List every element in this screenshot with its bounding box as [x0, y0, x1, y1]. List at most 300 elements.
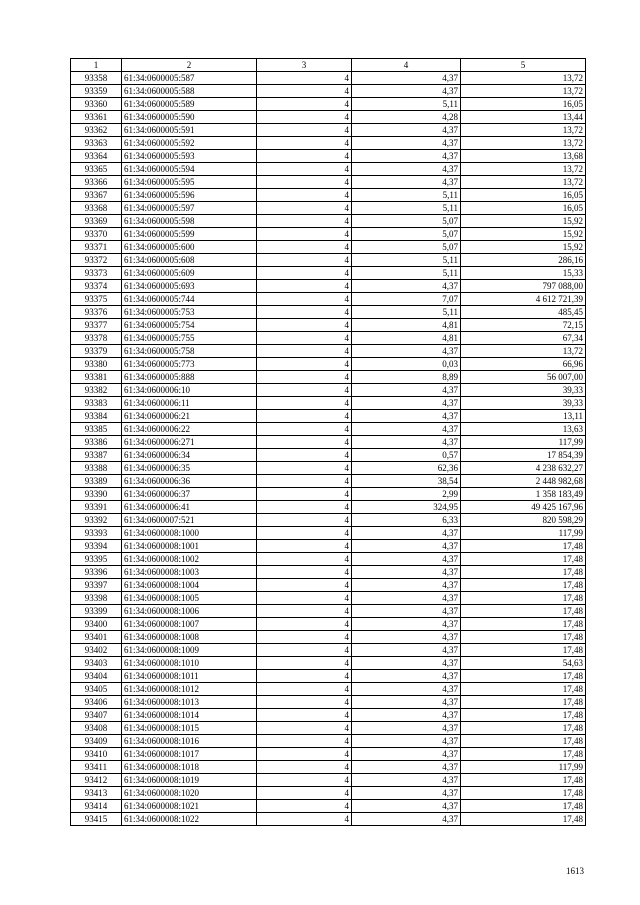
- table-row: [71, 449, 586, 462]
- table-row: [71, 501, 586, 514]
- header-col-2: 2: [122, 59, 257, 72]
- col-5-cell: 2 448 982,68: [461, 475, 586, 488]
- col-4-cell: 4,37: [352, 605, 461, 618]
- table-row: [71, 163, 586, 176]
- col-3-cell: 4: [257, 449, 352, 462]
- table-row: [71, 696, 586, 709]
- table-row: [71, 462, 586, 475]
- col-3-cell: 4: [257, 527, 352, 540]
- col-4-cell: 4,37: [352, 566, 461, 579]
- table-row: [71, 761, 586, 774]
- col-4-cell: 4,37: [352, 774, 461, 787]
- col-3-cell: 4: [257, 163, 352, 176]
- col-3-cell: 4: [257, 579, 352, 592]
- row-number-cell: 93399: [71, 605, 122, 618]
- col-4-cell: 4,37: [352, 592, 461, 605]
- col-4-cell: 4,37: [352, 618, 461, 631]
- col-5-cell: 39,33: [461, 397, 586, 410]
- cadastral-number-cell: 61:34:0600005:744: [122, 293, 257, 306]
- row-number-cell: 93401: [71, 631, 122, 644]
- cadastral-number-cell: 61:34:0600008:1002: [122, 553, 257, 566]
- table-row: [71, 319, 586, 332]
- col-4-cell: 2,99: [352, 488, 461, 501]
- cadastral-number-cell: 61:34:0600006:36: [122, 475, 257, 488]
- col-3-cell: 4: [257, 631, 352, 644]
- table-row: [71, 410, 586, 423]
- table-row: [71, 371, 586, 384]
- row-number-cell: 93406: [71, 696, 122, 709]
- row-number-cell: 93413: [71, 787, 122, 800]
- col-5-cell: 17,48: [461, 800, 586, 813]
- row-number-cell: 93371: [71, 241, 122, 254]
- row-number-cell: 93362: [71, 124, 122, 137]
- col-5-cell: 485,45: [461, 306, 586, 319]
- col-3-cell: 4: [257, 202, 352, 215]
- cadastral-number-cell: 61:34:0600006:37: [122, 488, 257, 501]
- col-3-cell: 4: [257, 111, 352, 124]
- row-number-cell: 93390: [71, 488, 122, 501]
- table-row: [71, 566, 586, 579]
- cadastral-number-cell: 61:34:0600005:773: [122, 358, 257, 371]
- cadastral-number-cell: 61:34:0600006:10: [122, 384, 257, 397]
- cadastral-number-cell: 61:34:0600005:596: [122, 189, 257, 202]
- row-number-cell: 93378: [71, 332, 122, 345]
- col-5-cell: 13,72: [461, 176, 586, 189]
- row-number-cell: 93392: [71, 514, 122, 527]
- col-5-cell: 39,33: [461, 384, 586, 397]
- col-4-cell: 7,07: [352, 293, 461, 306]
- col-5-cell: 17,48: [461, 631, 586, 644]
- table-row: [71, 241, 586, 254]
- row-number-cell: 93395: [71, 553, 122, 566]
- col-4-cell: 4,37: [352, 527, 461, 540]
- cadastral-number-cell: 61:34:0600008:1015: [122, 722, 257, 735]
- cadastral-number-cell: 61:34:0600006:35: [122, 462, 257, 475]
- col-4-cell: 5,11: [352, 254, 461, 267]
- row-number-cell: 93414: [71, 800, 122, 813]
- table-row: [71, 618, 586, 631]
- table-row: [71, 813, 586, 826]
- col-3-cell: 4: [257, 293, 352, 306]
- row-number-cell: 93360: [71, 98, 122, 111]
- row-number-cell: 93372: [71, 254, 122, 267]
- col-3-cell: 4: [257, 618, 352, 631]
- table-row: [71, 631, 586, 644]
- col-3-cell: 4: [257, 241, 352, 254]
- table-row: [71, 202, 586, 215]
- row-number-cell: 93389: [71, 475, 122, 488]
- col-4-cell: 6,33: [352, 514, 461, 527]
- header-row: [71, 59, 586, 72]
- table-row: [71, 488, 586, 501]
- row-number-cell: 93405: [71, 683, 122, 696]
- row-number-cell: 93411: [71, 761, 122, 774]
- col-5-cell: 16,05: [461, 98, 586, 111]
- col-5-cell: 15,92: [461, 241, 586, 254]
- cadastral-number-cell: 61:34:0600008:1008: [122, 631, 257, 644]
- row-number-cell: 93385: [71, 423, 122, 436]
- row-number-cell: 93404: [71, 670, 122, 683]
- col-3-cell: 4: [257, 644, 352, 657]
- cadastral-number-cell: 61:34:0600006:271: [122, 436, 257, 449]
- col-3-cell: 4: [257, 72, 352, 85]
- table-row: [71, 540, 586, 553]
- col-5-cell: 17,48: [461, 813, 586, 826]
- cadastral-number-cell: 61:34:0600005:595: [122, 176, 257, 189]
- cadastral-number-cell: 61:34:0600007:521: [122, 514, 257, 527]
- col-5-cell: 17,48: [461, 722, 586, 735]
- table-row: [71, 579, 586, 592]
- table-row: [71, 215, 586, 228]
- col-3-cell: 4: [257, 800, 352, 813]
- col-5-cell: 117,99: [461, 436, 586, 449]
- cadastral-number-cell: 61:34:0600005:593: [122, 150, 257, 163]
- table-row: [71, 254, 586, 267]
- col-5-cell: 16,05: [461, 202, 586, 215]
- col-3-cell: 4: [257, 787, 352, 800]
- col-3-cell: 4: [257, 358, 352, 371]
- cadastral-number-cell: 61:34:0600008:1001: [122, 540, 257, 553]
- col-4-cell: 5,11: [352, 306, 461, 319]
- row-number-cell: 93407: [71, 709, 122, 722]
- col-5-cell: 117,99: [461, 761, 586, 774]
- cadastral-number-cell: 61:34:0600005:599: [122, 228, 257, 241]
- col-4-cell: 4,37: [352, 813, 461, 826]
- col-4-cell: 5,11: [352, 267, 461, 280]
- col-4-cell: 4,37: [352, 657, 461, 670]
- cadastral-number-cell: 61:34:0600008:1022: [122, 813, 257, 826]
- col-5-cell: 17,48: [461, 644, 586, 657]
- col-3-cell: 4: [257, 189, 352, 202]
- col-5-cell: 67,34: [461, 332, 586, 345]
- col-5-cell: 56 007,00: [461, 371, 586, 384]
- col-3-cell: 4: [257, 176, 352, 189]
- table-row: [71, 592, 586, 605]
- table-row: [71, 397, 586, 410]
- cadastral-number-cell: 61:34:0600005:597: [122, 202, 257, 215]
- col-3-cell: 4: [257, 215, 352, 228]
- col-3-cell: 4: [257, 748, 352, 761]
- col-4-cell: 4,37: [352, 800, 461, 813]
- col-3-cell: 4: [257, 709, 352, 722]
- row-number-cell: 93377: [71, 319, 122, 332]
- col-4-cell: 4,37: [352, 163, 461, 176]
- cadastral-number-cell: 61:34:0600005:591: [122, 124, 257, 137]
- col-5-cell: 13,72: [461, 137, 586, 150]
- row-number-cell: 93369: [71, 215, 122, 228]
- table-row: [71, 475, 586, 488]
- col-5-cell: 66,96: [461, 358, 586, 371]
- cadastral-number-cell: 61:34:0600008:1020: [122, 787, 257, 800]
- row-number-cell: 93382: [71, 384, 122, 397]
- col-5-cell: 13,63: [461, 423, 586, 436]
- row-number-cell: 93359: [71, 85, 122, 98]
- col-5-cell: 17,48: [461, 592, 586, 605]
- table-row: [71, 423, 586, 436]
- table-row: [71, 670, 586, 683]
- table-row: [71, 85, 586, 98]
- col-4-cell: 5,11: [352, 202, 461, 215]
- table-row: [71, 384, 586, 397]
- col-5-cell: 4 238 632,27: [461, 462, 586, 475]
- cadastral-number-cell: 61:34:0600005:589: [122, 98, 257, 111]
- col-5-cell: 13,72: [461, 124, 586, 137]
- col-5-cell: 17,48: [461, 748, 586, 761]
- cadastral-number-cell: 61:34:0600006:34: [122, 449, 257, 462]
- header-col-4: 4: [352, 59, 461, 72]
- col-3-cell: 4: [257, 735, 352, 748]
- cadastral-number-cell: 61:34:0600005:587: [122, 72, 257, 85]
- col-4-cell: 4,81: [352, 332, 461, 345]
- col-3-cell: 4: [257, 397, 352, 410]
- table-row: [71, 800, 586, 813]
- col-4-cell: 4,37: [352, 631, 461, 644]
- cadastral-number-cell: 61:34:0600006:11: [122, 397, 257, 410]
- col-3-cell: 4: [257, 592, 352, 605]
- row-number-cell: 93403: [71, 657, 122, 670]
- col-3-cell: 4: [257, 137, 352, 150]
- col-5-cell: 1 358 183,49: [461, 488, 586, 501]
- col-5-cell: 17,48: [461, 618, 586, 631]
- cadastral-number-cell: 61:34:0600005:588: [122, 85, 257, 98]
- row-number-cell: 93373: [71, 267, 122, 280]
- col-5-cell: 15,92: [461, 215, 586, 228]
- page-number: 1613: [566, 866, 584, 876]
- col-3-cell: 4: [257, 436, 352, 449]
- col-3-cell: 4: [257, 670, 352, 683]
- table-row: [71, 605, 586, 618]
- cadastral-number-cell: 61:34:0600005:693: [122, 280, 257, 293]
- table-row: [71, 553, 586, 566]
- cadastral-number-cell: 61:34:0600008:1004: [122, 579, 257, 592]
- col-4-cell: 4,37: [352, 579, 461, 592]
- col-3-cell: 4: [257, 605, 352, 618]
- col-5-cell: 17,48: [461, 735, 586, 748]
- cadastral-number-cell: 61:34:0600008:1003: [122, 566, 257, 579]
- cadastral-number-cell: 61:34:0600005:592: [122, 137, 257, 150]
- row-number-cell: 93370: [71, 228, 122, 241]
- col-3-cell: 4: [257, 683, 352, 696]
- row-number-cell: 93381: [71, 371, 122, 384]
- table-row: [71, 111, 586, 124]
- table-row: [71, 514, 586, 527]
- row-number-cell: 93384: [71, 410, 122, 423]
- table-row: [71, 748, 586, 761]
- row-number-cell: 93376: [71, 306, 122, 319]
- cadastral-number-cell: 61:34:0600005:598: [122, 215, 257, 228]
- cadastral-number-cell: 61:34:0600005:609: [122, 267, 257, 280]
- row-number-cell: 93380: [71, 358, 122, 371]
- col-3-cell: 4: [257, 462, 352, 475]
- table-row: [71, 189, 586, 202]
- table-row: [71, 267, 586, 280]
- col-5-cell: 17,48: [461, 696, 586, 709]
- col-4-cell: 0,57: [352, 449, 461, 462]
- col-3-cell: 4: [257, 319, 352, 332]
- row-number-cell: 93402: [71, 644, 122, 657]
- cadastral-number-cell: 61:34:0600005:600: [122, 241, 257, 254]
- col-5-cell: 16,05: [461, 189, 586, 202]
- row-number-cell: 93365: [71, 163, 122, 176]
- cadastral-number-cell: 61:34:0600005:888: [122, 371, 257, 384]
- cadastral-number-cell: 61:34:0600006:41: [122, 501, 257, 514]
- cadastral-number-cell: 61:34:0600008:1017: [122, 748, 257, 761]
- cadastral-number-cell: 61:34:0600008:1007: [122, 618, 257, 631]
- table-row: [71, 293, 586, 306]
- col-3-cell: 4: [257, 566, 352, 579]
- col-3-cell: 4: [257, 124, 352, 137]
- col-5-cell: 13,72: [461, 85, 586, 98]
- col-4-cell: 5,11: [352, 98, 461, 111]
- row-number-cell: 93383: [71, 397, 122, 410]
- col-4-cell: 4,37: [352, 540, 461, 553]
- header-col-3: 3: [257, 59, 352, 72]
- col-5-cell: 13,68: [461, 150, 586, 163]
- table-body: [71, 72, 586, 826]
- row-number-cell: 93361: [71, 111, 122, 124]
- col-5-cell: 820 598,29: [461, 514, 586, 527]
- cadastral-number-cell: 61:34:0600008:1010: [122, 657, 257, 670]
- col-3-cell: 4: [257, 423, 352, 436]
- cadastral-number-cell: 61:34:0600005:590: [122, 111, 257, 124]
- cadastral-number-cell: 61:34:0600005:594: [122, 163, 257, 176]
- col-3-cell: 4: [257, 254, 352, 267]
- col-3-cell: 4: [257, 85, 352, 98]
- col-4-cell: 4,37: [352, 670, 461, 683]
- row-number-cell: 93388: [71, 462, 122, 475]
- col-4-cell: 4,37: [352, 124, 461, 137]
- col-5-cell: 13,44: [461, 111, 586, 124]
- table-row: [71, 358, 586, 371]
- col-5-cell: 13,72: [461, 163, 586, 176]
- table-row: [71, 228, 586, 241]
- col-3-cell: 4: [257, 657, 352, 670]
- col-5-cell: 17,48: [461, 670, 586, 683]
- row-number-cell: 93412: [71, 774, 122, 787]
- col-4-cell: 38,54: [352, 475, 461, 488]
- col-4-cell: 4,37: [352, 436, 461, 449]
- col-4-cell: 4,37: [352, 709, 461, 722]
- cadastral-number-cell: 61:34:0600008:1019: [122, 774, 257, 787]
- cadastral-number-cell: 61:34:0600008:1018: [122, 761, 257, 774]
- col-5-cell: 17,48: [461, 566, 586, 579]
- row-number-cell: 93398: [71, 592, 122, 605]
- table-row: [71, 124, 586, 137]
- col-3-cell: 4: [257, 228, 352, 241]
- cadastral-number-cell: 61:34:0600008:1009: [122, 644, 257, 657]
- col-3-cell: 4: [257, 501, 352, 514]
- cadastral-number-cell: 61:34:0600006:21: [122, 410, 257, 423]
- cadastral-number-cell: 61:34:0600005:754: [122, 319, 257, 332]
- row-number-cell: 93415: [71, 813, 122, 826]
- cadastral-number-cell: 61:34:0600008:1016: [122, 735, 257, 748]
- table-row: [71, 98, 586, 111]
- col-4-cell: 4,37: [352, 72, 461, 85]
- col-3-cell: 4: [257, 774, 352, 787]
- table-row: [71, 644, 586, 657]
- col-3-cell: 4: [257, 488, 352, 501]
- col-4-cell: 4,37: [352, 150, 461, 163]
- header-col-1: 1: [71, 59, 122, 72]
- col-4-cell: 0,03: [352, 358, 461, 371]
- table-row: [71, 345, 586, 358]
- col-4-cell: 8,89: [352, 371, 461, 384]
- col-4-cell: 4,37: [352, 761, 461, 774]
- col-4-cell: 4,37: [352, 722, 461, 735]
- col-3-cell: 4: [257, 475, 352, 488]
- table-row: [71, 436, 586, 449]
- table-row: [71, 72, 586, 85]
- row-number-cell: 93397: [71, 579, 122, 592]
- col-5-cell: 17 854,39: [461, 449, 586, 462]
- col-4-cell: 5,07: [352, 228, 461, 241]
- col-4-cell: 4,37: [352, 553, 461, 566]
- row-number-cell: 93368: [71, 202, 122, 215]
- cadastral-number-cell: 61:34:0600008:1014: [122, 709, 257, 722]
- cadastral-number-cell: 61:34:0600008:1021: [122, 800, 257, 813]
- cadastral-number-cell: 61:34:0600008:1006: [122, 605, 257, 618]
- col-4-cell: 4,37: [352, 735, 461, 748]
- table-row: [71, 137, 586, 150]
- col-3-cell: 4: [257, 306, 352, 319]
- col-5-cell: 4 612 721,39: [461, 293, 586, 306]
- col-4-cell: 4,37: [352, 423, 461, 436]
- col-5-cell: 13,11: [461, 410, 586, 423]
- cadastral-number-cell: 61:34:0600005:753: [122, 306, 257, 319]
- col-5-cell: 17,48: [461, 553, 586, 566]
- col-5-cell: 117,99: [461, 527, 586, 540]
- col-5-cell: 15,33: [461, 267, 586, 280]
- table-row: [71, 280, 586, 293]
- cadastral-number-cell: 61:34:0600005:758: [122, 345, 257, 358]
- row-number-cell: 93387: [71, 449, 122, 462]
- col-4-cell: 4,37: [352, 176, 461, 189]
- col-5-cell: 72,15: [461, 319, 586, 332]
- table-row: [71, 332, 586, 345]
- col-5-cell: 17,48: [461, 540, 586, 553]
- row-number-cell: 93358: [71, 72, 122, 85]
- col-4-cell: 4,37: [352, 280, 461, 293]
- col-5-cell: 286,16: [461, 254, 586, 267]
- data-table: [70, 58, 586, 826]
- table-row: [71, 722, 586, 735]
- row-number-cell: 93366: [71, 176, 122, 189]
- col-3-cell: 4: [257, 553, 352, 566]
- row-number-cell: 93364: [71, 150, 122, 163]
- col-4-cell: 4,37: [352, 85, 461, 98]
- col-3-cell: 4: [257, 371, 352, 384]
- col-4-cell: 4,37: [352, 410, 461, 423]
- row-number-cell: 93393: [71, 527, 122, 540]
- table-row: [71, 774, 586, 787]
- row-number-cell: 93379: [71, 345, 122, 358]
- col-3-cell: 4: [257, 345, 352, 358]
- table-row: [71, 683, 586, 696]
- table-row: [71, 527, 586, 540]
- table-row: [71, 306, 586, 319]
- col-4-cell: 4,37: [352, 137, 461, 150]
- col-4-cell: 4,37: [352, 644, 461, 657]
- header-col-5: 5: [461, 59, 586, 72]
- col-5-cell: 13,72: [461, 345, 586, 358]
- col-3-cell: 4: [257, 696, 352, 709]
- cadastral-number-cell: 61:34:0600005:608: [122, 254, 257, 267]
- row-number-cell: 93391: [71, 501, 122, 514]
- col-5-cell: 17,48: [461, 774, 586, 787]
- table-row: [71, 657, 586, 670]
- col-4-cell: 4,37: [352, 384, 461, 397]
- row-number-cell: 93409: [71, 735, 122, 748]
